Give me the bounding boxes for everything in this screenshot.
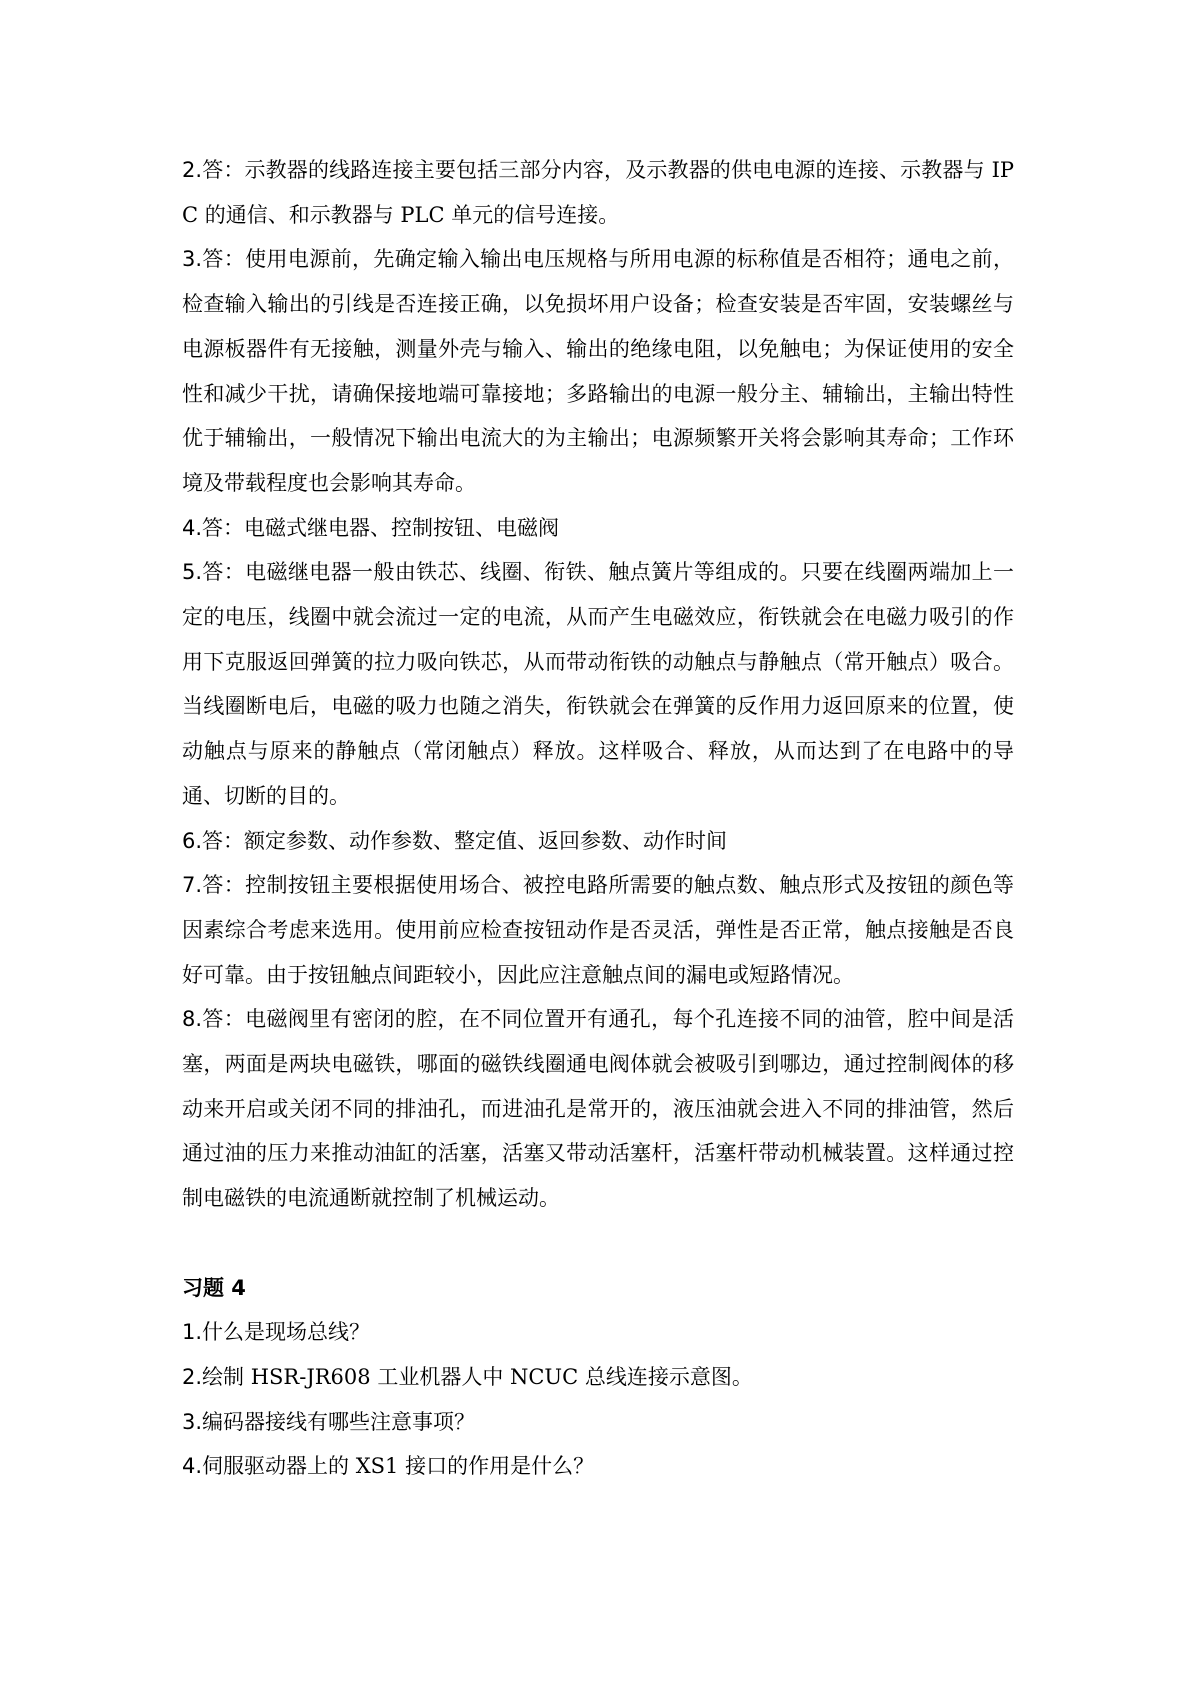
question-1 bbox=[182, 1310, 1014, 1355]
question-text: 编码器接线有哪些注意事项？ bbox=[202, 1409, 476, 1434]
question-text: 伺服驱动器上的 XS1 接口的作用是什么？ bbox=[202, 1454, 595, 1479]
answer-number: 2. bbox=[182, 158, 203, 182]
answer-number: 5. bbox=[182, 560, 203, 585]
answer-number: 8. bbox=[182, 1007, 203, 1032]
question-number: 4. bbox=[182, 1454, 203, 1479]
answer-text: 答：额定参数、动作参数、整定值、返回参数、动作时间 bbox=[202, 828, 728, 853]
answer-text: 答：电磁继电器一般由铁芯、线圈、衔铁、触点簧片等组成的。只要在线圈两端加上一定的电压，线圈中就会流过一定的电流，从而产生电磁效应，衔铁就会在电磁力吸引的作用下克服返回弹簧的拉力吸向铁芯，从而带动衔铁的动触点与静触点（常开触点）吸合。当线圈断电后，电磁的吸力也随之消失，衔铁就会在弹簧的反作用力返回原来的位置，使动触点与原来的静触点（常闭触点）释放。这样吸合、释放，从而达到了在电路中的导通、切断的目的。 bbox=[182, 560, 1014, 808]
answer-3 bbox=[182, 237, 1014, 505]
answer-number: 4. bbox=[182, 515, 203, 540]
answer-4 bbox=[182, 506, 1014, 551]
answer-7 bbox=[182, 863, 1014, 997]
answer-number: 6. bbox=[182, 828, 203, 853]
answer-5 bbox=[182, 550, 1014, 818]
answer-number: 3. bbox=[182, 247, 203, 272]
answer-8 bbox=[182, 997, 1014, 1221]
answer-2 bbox=[182, 148, 1014, 237]
answer-text: 答：电磁式继电器、控制按钮、电磁阀 bbox=[202, 515, 560, 540]
answer-text: 答：控制按钮主要根据使用场合、被控电路所需要的触点数、触点形式及按钮的颜色等因素综合考虑来选用。使用前应检查按钮动作是否灵活，弹性是否正常，触点接触是否良好可靠。由于按钮触点间距较小，因此应注意触点间的漏电或短路情况。 bbox=[182, 873, 1014, 987]
question-number: 3. bbox=[182, 1409, 203, 1434]
question-text: 什么是现场总线？ bbox=[202, 1320, 371, 1345]
question-text: 绘制 HSR-JR608 工业机器人中 NCUC 总线连接示意图。 bbox=[202, 1364, 753, 1389]
question-number: 2. bbox=[182, 1364, 203, 1389]
question-number: 1. bbox=[182, 1320, 203, 1345]
question-2 bbox=[182, 1355, 1014, 1400]
answer-text: 答：使用电源前，先确定输入输出电压规格与所用电源的标称值是否相符；通电之前，检查输入输出的引线是否连接正确，以免损坏用户设备；检查安装是否牢固，安装螺丝与电源板器件有无接触，测量外壳与输入、输出的绝缘电阻，以免触电；为保证使用的安全性和减少干扰，请确保接地端可靠接地；多路输出的电源一般分主、辅输出，主输出特性优于辅输出，一般情况下输出电流大的为主输出；电源频繁开关将会影响其寿命；工作环境及带载程度也会影响其寿命。 bbox=[182, 247, 1014, 495]
answer-text: 答：示教器的线路连接主要包括三部分内容，及示教器的供电电源的连接、示教器与 IPC 的通信、和示教器与 PLC 单元的信号连接。 bbox=[182, 158, 1014, 227]
exercise-heading: 习题 4 bbox=[182, 1275, 246, 1300]
question-3 bbox=[182, 1400, 1014, 1445]
document-page bbox=[182, 148, 1014, 1489]
answer-number: 7. bbox=[182, 873, 203, 898]
answer-6 bbox=[182, 819, 1014, 864]
answer-text: 答：电磁阀里有密闭的腔，在不同位置开有通孔，每个孔连接不同的油管，腔中间是活塞，两面是两块电磁铁，哪面的磁铁线圈通电阀体就会被吸引到哪边，通过控制阀体的移动来开启或关闭不同的排油孔，而进油孔是常开的，液压油就会进入不同的排油管，然后通过油的压力来推动油缸的活塞，活塞又带动活塞杆，活塞杆带动机械装置。这样通过控制电磁铁的电流通断就控制了机械运动。 bbox=[182, 1007, 1014, 1211]
question-4 bbox=[182, 1444, 1014, 1489]
